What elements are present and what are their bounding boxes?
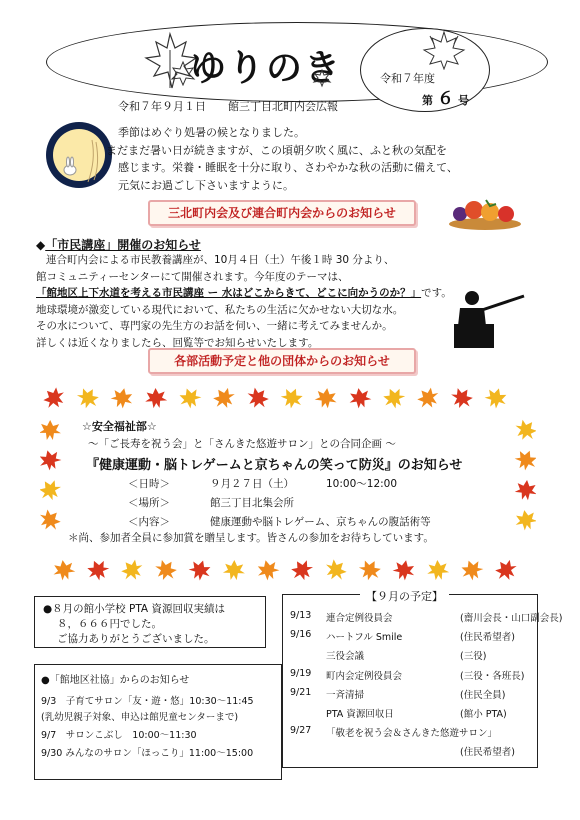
section-banner-neighborhood: 三北町内会及び連合町内会からのお知らせ: [148, 200, 416, 226]
schedule-event: 連合定例役員会: [326, 613, 393, 624]
schedule-event: ハートフル Smile: [326, 632, 403, 644]
maple-leaf-icon: [255, 558, 281, 582]
schedule-note: (住民希望者): [460, 747, 515, 759]
greeting-line: 季節はめぐり処暑の候となりました。: [118, 126, 305, 139]
leaf-icon: [312, 68, 332, 88]
maple-leaf-icon: [40, 386, 69, 413]
maple-leaf-icon: [40, 476, 65, 504]
maple-leaf-icon: [40, 447, 63, 472]
maple-leaf-icon: [176, 386, 203, 411]
maple-leaf-icon: [144, 387, 167, 408]
lecturer-icon: [452, 290, 532, 350]
moon-icon: [44, 120, 114, 190]
schedule-date: 9/27: [290, 725, 312, 737]
pta-recycling-box: [34, 596, 266, 648]
maple-leaf-icon: [40, 420, 61, 440]
schedule-event: 「敬老を祝う会＆さんきた悠遊サロン」: [326, 728, 498, 740]
season-greeting: [106, 124, 548, 194]
publication-line: 令和７年９月１日 館三丁目北町内会広報: [118, 100, 338, 113]
maple-leaf-icon: [84, 556, 112, 582]
social-welfare-box: [34, 664, 282, 780]
social-heading: ●「館地区社協」からのお知らせ: [41, 675, 190, 686]
maple-leaf-icon: [391, 558, 417, 582]
maple-leaf-icon: [458, 557, 486, 582]
event-subtitle: 〜「ご長寿を祝う会」と「さんきた悠遊サロン」との合同企画 〜: [88, 438, 396, 450]
schedule-note: (三役・各班長): [460, 670, 525, 682]
social-item: 9/30 みんなのサロン「ほっこり」11:00〜15:00: [41, 748, 254, 759]
maple-leaf-icon: [422, 30, 466, 70]
maple-leaf-icon: [278, 386, 306, 412]
schedule-event: 三役会議: [326, 651, 365, 663]
fiscal-year: 令和７年度: [380, 72, 435, 85]
event-note: ＊尚、参加者全員に参加賞を贈呈します。皆さんの参加をお待ちしています。: [68, 532, 434, 544]
schedule-note: (館小 PTA): [460, 709, 507, 720]
pta-amount: ８，６６６円でした。: [57, 618, 162, 630]
maple-leaf-icon: [223, 560, 246, 581]
event-date-value: ９月２７日（土）: [210, 478, 294, 490]
event-department: ☆安全福祉部☆: [82, 420, 157, 433]
maple-leaf-icon: [109, 386, 135, 410]
greeting-line: 元気にお過ごし下さいますように。: [118, 178, 294, 192]
event-content-label: ＜内容＞: [128, 516, 170, 528]
lecture-heading: ◆「市民講座」開催のお知らせ: [36, 238, 201, 252]
maple-leaf-icon: [447, 386, 476, 412]
issue-number: 第 ６ 号: [422, 89, 469, 109]
schedule-note: (住民希望者): [460, 632, 515, 644]
maple-leaf-icon: [321, 555, 351, 582]
pta-line: ●８月の館小学校 PTA 資源回収実績は: [43, 603, 225, 615]
lecture-line: 詳しくは近くなりましたら、回覧等でお知らせいたします。: [36, 336, 319, 349]
schedule-date: 9/13: [290, 610, 312, 621]
schedule-date: 9/21: [290, 686, 312, 698]
maple-leaf-icon: [356, 556, 385, 582]
maple-leaf-icon: [511, 415, 536, 444]
maple-leaf-icon: [513, 508, 536, 532]
lecture-line: その水について、専門家の先生方のお話を伺い、一緒に考えてみませんか。: [36, 320, 393, 332]
lecture-line: 館コミュニティーセンターにて開催されます。今年度のテーマは、: [36, 270, 349, 283]
maple-leaf-icon: [186, 557, 213, 582]
maple-leaf-icon: [426, 559, 449, 580]
masthead-title: ゆりのき: [190, 47, 343, 89]
pta-thanks: ご協力ありがとうございました。: [57, 633, 215, 645]
schedule-event: PTA 資源回収日: [326, 709, 394, 720]
event-date-label: ＜日時＞: [128, 478, 170, 490]
social-item: 9/3 子育てサロン「友・遊・悠」10:30〜11:45: [41, 696, 254, 707]
schedule-event: 一斉清掃: [326, 689, 365, 701]
maple-leaf-icon: [483, 386, 510, 411]
event-place-value: 館三丁目北集会所: [210, 497, 294, 509]
event-content-value: 健康運動や脳トレゲーム、京ちゃんの腹話術等: [210, 516, 431, 528]
schedule-title: 【９月の予定】: [360, 588, 449, 604]
maple-leaf-icon: [209, 386, 238, 413]
schedule-note: (齋川会長・山口副会長): [460, 613, 563, 624]
maple-leaf-icon: [314, 387, 338, 410]
maple-leaf-icon: [151, 556, 180, 582]
maple-leaf-icon: [243, 386, 273, 413]
maple-leaf-icon: [40, 505, 65, 535]
maple-leaf-icon: [74, 386, 103, 412]
event-title: 『健康運動・脳トレゲームと京ちゃんの笑って防災』のお知らせ: [86, 458, 463, 473]
maple-leaf-icon: [117, 555, 147, 582]
event-time-value: 10:00〜12:00: [326, 478, 398, 490]
maple-leaf-icon: [287, 556, 316, 582]
maple-leaf-icon: [512, 447, 536, 474]
schedule-event: 町内会定例役員会: [326, 670, 403, 682]
lecture-theme: 「館地区上下水道を考える市民講座 ー 水はどこからきて、どこに向かうのか？」: [36, 287, 422, 299]
greeting-line: 感じます。栄養・睡眠を十分に取り、さわやかな秋の活動に備えて、: [118, 161, 458, 174]
lecture-line: 地球環境が激変している現代において、私たちの生活に欠かせない大切な水。: [36, 303, 404, 316]
lecture-theme-suffix: です。: [421, 287, 452, 299]
maple-leaf-icon: [514, 479, 536, 501]
maple-leaf-icon: [491, 555, 521, 582]
maple-leaf-icon: [52, 559, 77, 582]
schedule-note: (住民全員): [460, 689, 506, 701]
schedule-note: (三役): [460, 651, 487, 663]
social-item: 9/7 サロンこぶし 10:00〜11:30: [41, 730, 197, 741]
lecture-line: 連合町内会による市民教養講座が、10月４日（土）午後１時 30 分より、: [46, 254, 395, 266]
fruit-basket-icon: [446, 196, 524, 232]
maple-leaf-icon: [348, 386, 373, 409]
maple-leaf-icon: [413, 386, 443, 413]
greeting-line: まだまだ暑い日が続きますが、この頃朝夕吹く風に、ふと秋の気配を: [106, 143, 447, 157]
schedule-date: 9/16: [290, 629, 312, 641]
section-banner-activities: 各部活動予定と他の団体からのお知らせ: [148, 348, 416, 374]
schedule-date: 9/19: [290, 667, 312, 679]
event-place-label: ＜場所＞: [128, 497, 170, 509]
social-item: (乳幼児親子対象、申込は館児童センターまで): [41, 712, 239, 723]
maple-leaf-icon: [380, 386, 408, 412]
